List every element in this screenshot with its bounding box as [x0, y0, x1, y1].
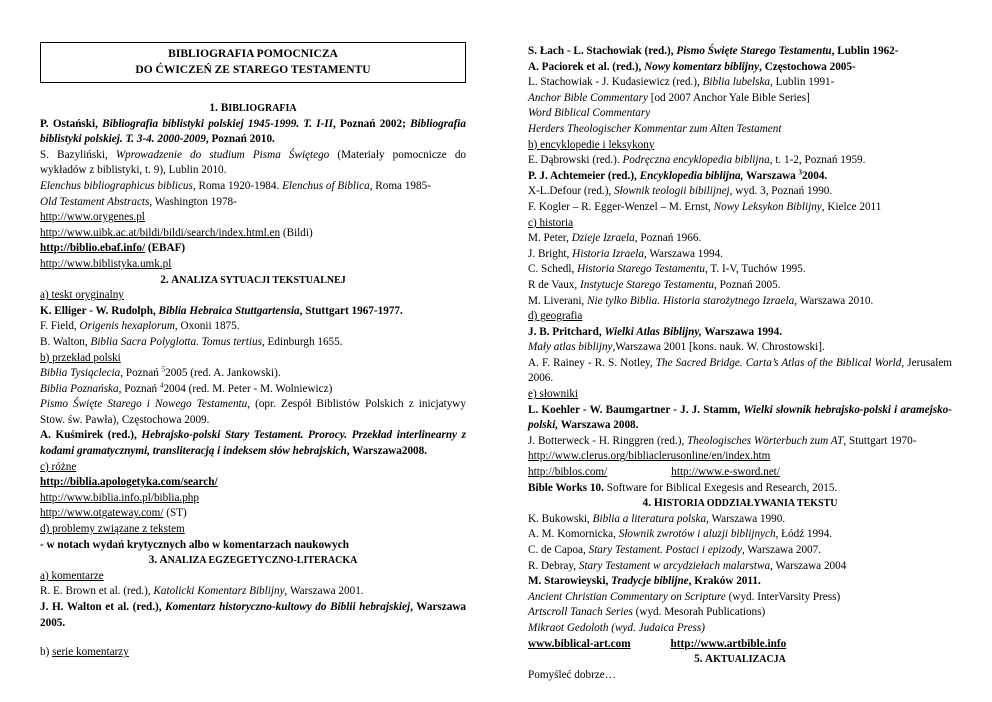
link-biblos[interactable]: http://biblos.com/ [528, 466, 608, 479]
link-otgateway-note: (ST) [163, 507, 187, 520]
entry-author: L. Stachowiak - J. Kudasiewicz (red.), [528, 76, 703, 89]
entry-author: C. Schedl, [528, 263, 578, 276]
entry-author: K. Elliger - W. Rudolph, [40, 304, 159, 317]
section-2-heading [40, 273, 466, 289]
entry-title: Nowy Leksykon Biblijny [713, 200, 822, 213]
entry-title: Wielki Atlas Biblijny, [604, 325, 702, 338]
entry-pub: , Jerusalem 2006. [528, 356, 953, 385]
section-1-number: 1. B [209, 102, 229, 114]
link-bildi[interactable]: http://www.uibk.ac.at/bildi/bildi/search/index.html.en [40, 226, 281, 239]
entry-pub: , Warszawa 2001. [284, 585, 364, 598]
entry-author: A. F. Rainey - R. S. Notley, [528, 356, 656, 369]
entry-author: M. Starowieyski, [528, 575, 612, 588]
entry-bukowski [528, 512, 952, 528]
entry-title: Elenchus bibliographicus biblicus [40, 179, 193, 192]
entry-kusmirek [40, 428, 466, 459]
entry-komornicka [528, 527, 952, 543]
entry-title: Old Testament Abstracts [40, 195, 150, 208]
entry-pub: , Warszawa 1994. [643, 247, 723, 260]
entry-pub: , Poznań [118, 382, 160, 395]
entry-pub: , Warszawa 1990. [706, 512, 786, 525]
entry-bp [40, 382, 466, 398]
section-4-number: 4. H [642, 497, 663, 510]
entry-liverani [528, 294, 952, 310]
entry-walton-jh [40, 600, 466, 631]
entry-title: Artscroll Tanach Series [528, 606, 633, 619]
link-biblical-art[interactable]: www.biblical-art.com [528, 637, 631, 650]
entry-title: Biblia Sacra Polyglotta. Tomus tertius [90, 335, 262, 348]
entry-pub: , Poznań 2005. [714, 278, 781, 291]
entry-pub-2: 2004. [802, 169, 828, 182]
entry-title-2: Bibliografia biblistyki polskiej. T. 3-4. 2000-2009 [40, 117, 467, 146]
link-orygenes[interactable]: http://www.orygenes.pl [40, 211, 145, 224]
subheading-text: serie komentarzy [52, 646, 129, 659]
entry-pub: , Kraków 2011. [688, 575, 761, 588]
subheading-polish-translation: b) przekład polski [40, 351, 121, 364]
entry-author: E. Dąbrowski (red.). [528, 154, 623, 167]
entry-title: Dzieje Izraela [571, 232, 635, 245]
entry-pub: (wyd. Mesorah Publications) [632, 606, 766, 619]
entry-author: A. Kuśmirek (red.), [40, 429, 142, 442]
entry-author: S. Bazyliński, [40, 148, 116, 161]
entry-field [40, 319, 466, 335]
entry-dabrowski [528, 153, 952, 169]
entry-pub: Warszawa 1994. [701, 325, 783, 338]
section-4-heading [528, 496, 952, 512]
entry-title: Wielki słownik hebrajsko-polski i aramejsko-polski, [528, 403, 952, 432]
entry-title: Encyklopedia biblijna, [639, 169, 744, 182]
entry-author: P. Ostański, [40, 117, 103, 130]
entry-title: Theologisches Wörterbuch zum AT [687, 434, 844, 447]
subheading-dictionaries: e) słowniki [528, 388, 579, 401]
subheading-geography: d) geografia [528, 310, 583, 323]
entry-pub: , Stuttgart 1967-1977. [299, 304, 403, 317]
entry-pub: , Roma 1920-1984. [192, 179, 283, 192]
section-5-title: KTUALIZACJA [713, 654, 786, 666]
entry-word-biblical: Word Biblical Commentary [528, 107, 651, 120]
entry-pub: , Warszawa2008. [346, 445, 428, 458]
entry-note: [od 2007 Anchor Yale Bible Series] [647, 91, 810, 104]
entry-author: K. Bukowski, [528, 512, 593, 525]
entry-peter [528, 231, 952, 247]
entry-ota [40, 195, 466, 211]
link-apologetyka[interactable]: http://biblia.apologetyka.com/search/ [40, 476, 218, 489]
link-bildi-note: (Bildi) [280, 226, 313, 239]
title-line-2: DO ĆWICZEŃ ZE STAREGO TESTAMENTU [135, 64, 371, 76]
entry-kogler [528, 200, 952, 216]
subheading-letter: b) [40, 646, 53, 659]
entry-pub: , Warszawa 2007. [742, 544, 822, 556]
link-clerus[interactable]: http://www.clerus.org/bibliaclerusonline/en/index.htm [528, 450, 771, 463]
subheading-commentary-series [40, 645, 466, 661]
entry-author: A. Paciorek et al. (red.), [528, 60, 645, 73]
edition-superscript: 5 [161, 365, 166, 374]
entry-title: Biblia a literatura polska [592, 512, 707, 525]
entry-title: Słownik teologii bibilijnej [614, 185, 730, 198]
link-ebaf[interactable]: http://biblio.ebaf.info/ [40, 242, 146, 255]
entry-title: Biblia Hebraica Stuttgartensia [158, 304, 300, 317]
section-5-heading [528, 652, 952, 668]
right-column [528, 44, 952, 683]
entry-author: R. E. Brown et al. (red.), [40, 585, 154, 598]
entry-bt [40, 366, 466, 382]
entry-title: Biblia lubelska [702, 76, 771, 89]
entry-title: Mały atlas biblijny [528, 341, 613, 354]
entry-title: Komentarz historyczno-kultowy do Biblii hebrajskiej [165, 601, 411, 613]
entry-artscroll [528, 605, 952, 621]
entry-pritchard [528, 325, 952, 341]
subheading-text-problems: d) problemy związane z tekstem [40, 523, 185, 536]
entry-author: X-L.Defour (red.), [528, 185, 615, 198]
entry-pub: , Stuttgart 1970- [843, 434, 917, 447]
entry-botterweck [528, 434, 952, 450]
entry-title: Historia Izraela [572, 247, 644, 260]
edition-superscript: 4 [159, 380, 164, 389]
entry-elenchus [40, 179, 466, 195]
entry-author: J. B. Pritchard, [528, 325, 605, 338]
entry-title: Pismo Święte Starego i Nowego Testamentu [40, 398, 248, 411]
entry-title: Ancient Christian Commentary on Scripture [528, 590, 726, 603]
entry-pub: , T. I-V, Tuchów 1995. [704, 263, 806, 276]
entry-author: J. H. Walton et al. (red.), [40, 601, 166, 613]
entry-pub-2: , Roma 1985- [369, 179, 431, 192]
entry-pub: , Lublin 1962- [831, 45, 899, 57]
entry-title: Słownik zwrotów i aluzji biblijnych [618, 528, 776, 541]
entry-title: Pismo Święte Starego Testamentu [676, 45, 832, 57]
entry-title: The Sacred Bridge. Carta’s Atlas of the Biblical World [655, 356, 902, 369]
entry-author: C. de Capoa, [528, 544, 589, 556]
entry-title: Historia Starego Testamentu [577, 263, 705, 276]
entry-rainey [528, 356, 952, 387]
entry-title: Podręczna encyklopedia biblijna [622, 154, 770, 167]
entry-author: S. Łach - L. Stachowiak (red.), [528, 45, 677, 57]
entry-capoa [528, 543, 952, 559]
subheading-encyclopedias: b) encyklopedie i leksykony [528, 138, 655, 151]
section-1-title: IBLIOGRAFIA [228, 103, 297, 114]
entry-anchor [528, 91, 952, 107]
entry-pub: , Edinburgh 1655. [261, 335, 343, 348]
entry-pub: , Częstochowa 2005- [759, 60, 856, 73]
entry-author: B. Walton, [40, 335, 91, 348]
entry-pub: , Warszawa 2005. [40, 601, 466, 629]
entry-title: Hebrajsko-polski Stary Testament. Prorocy. Przekład interlinearny z kodami gramatycznymi, transliteracją i indeksem słów hebrajskich [40, 429, 466, 458]
entry-maly-atlas [528, 340, 952, 356]
entry-mikraot: Mikraot Gedoloth (wyd. Judaica Press) [528, 621, 705, 634]
section-3-number: 3. A [148, 554, 168, 567]
entry-stachowiak [528, 75, 952, 91]
entry-herders: Herders Theologischer Kommentar zum Alten Testament [528, 122, 782, 135]
entry-schedl [528, 262, 952, 278]
entry-title: Tradycje biblijne [611, 575, 689, 588]
entry-pub-2: 2004 (red. M. Peter - M. Wolniewicz) [163, 382, 333, 395]
entry-pub: (wyd. InterVarsity Press) [725, 590, 841, 603]
entry-author: F. Kogler – R. Egger-Wenzel – M. Ernst, [528, 200, 714, 213]
entry-pub: Software for Biblical Exegesis and Research, 2015. [603, 481, 838, 494]
entry-achtemeier [528, 169, 952, 185]
link-ebaf-note: (EBAF) [145, 242, 186, 255]
section-2-number: 2. A [160, 273, 180, 286]
entry-author: R. Debray, [528, 559, 579, 572]
entry-pub: , (opr. Zespół Biblistów Polskich z inicjatywy Stow. św. Pawła), Częstochowa 2009. [40, 398, 466, 426]
entry-pub: Warszawa 2008. [558, 419, 639, 432]
entry-author: F. Field, [40, 320, 80, 333]
link-esword[interactable]: http://www.e-sword.net/ [671, 466, 780, 479]
entry-pub: (Materiały pomocnicze do wykładów z biblistyki, t. 9), Lublin 2010. [40, 148, 467, 177]
entry-author: L. Koehler - W. Baumgartner - J. J. Stamm, [528, 403, 744, 416]
section-3-title: NALIZA EGZEGETYCZNO-LITERACKA [167, 555, 358, 567]
entry-author: A. M. Komornicka, [528, 528, 619, 541]
entry-title: Katolicki Komentarz Biblijny [153, 585, 285, 598]
entry-pub: , Warszawa 2004 [770, 559, 847, 572]
section-4-title: ISTORIA ODDZIAŁYWANIA TEKSTU [662, 498, 838, 510]
entry-pub: , Washington 1978- [149, 195, 237, 208]
entry-bright [528, 247, 952, 263]
entry-pub: , wyd. 3, Poznań 1990. [729, 185, 833, 198]
entry-brown [40, 584, 466, 600]
edition-superscript: 3 [798, 168, 803, 177]
link-artbible[interactable]: http://www.artbible.info [670, 637, 787, 650]
entry-ancient-christian [528, 590, 952, 606]
entry-debray [528, 559, 952, 575]
link-biblia-info[interactable]: http://www.biblia.info.pl/biblia.php [40, 491, 199, 504]
entry-pub-2: , Poznań 2010. [205, 133, 275, 146]
subheading-commentaries: a) komentarze [40, 569, 104, 582]
entry-walton [40, 335, 466, 351]
entry-bibleworks [528, 481, 952, 497]
entry-pub: , Warszawa 2010. [794, 294, 874, 307]
entry-title-2: Elenchus of Biblica [282, 179, 370, 192]
entry-pub: , Oxonii 1875. [174, 320, 240, 333]
entry-title: Anchor Bible Commentary [528, 91, 648, 104]
entry-pub: , Lublin 1991- [770, 76, 835, 89]
entry-starowieyski [528, 574, 952, 590]
entry-title: Bible Works 10. [528, 481, 604, 494]
note-critical-editions: - w notach wydań krytycznych albo w komentarzach naukowych [40, 538, 349, 551]
entry-author: M. Peter, [528, 232, 572, 245]
left-column [40, 42, 466, 661]
entry-author: R de Vaux, [528, 278, 580, 291]
entry-defour [528, 184, 952, 200]
entry-title: Bibliografia biblistyki polskiej 1945-1999. T. I-II [102, 117, 334, 130]
subheading-various: c) różne [40, 460, 77, 473]
entry-bazylinski [40, 148, 466, 179]
entry-pub: , Łódź 1994. [775, 528, 833, 541]
entry-elliger [40, 304, 466, 320]
link-biblistyka[interactable]: http://www.biblistyka.umk.pl [40, 257, 172, 270]
section-2-title: NALIZA SYTUACJI TEKSTUALNEJ [179, 274, 346, 286]
document-title-box [40, 42, 466, 83]
entry-title: Instytucje Starego Testamentu [580, 278, 715, 291]
entry-vaux [528, 278, 952, 294]
subheading-history: c) historia [528, 216, 574, 229]
section-1-heading [40, 101, 466, 117]
entry-title: Biblia Tysiąclecia [40, 367, 121, 380]
entry-pismo [40, 397, 466, 428]
entry-pub: , Poznań 2002; [333, 117, 411, 130]
entry-paciorek [528, 60, 952, 76]
entry-pub: Warszawa [743, 169, 799, 182]
entry-ostanski [40, 117, 466, 148]
entry-pub: , Poznań 1966. [634, 232, 702, 245]
section-5-number: 5. A [694, 653, 714, 666]
entry-lach [528, 44, 952, 60]
entry-title: Biblia Poznańska [40, 382, 119, 395]
entry-pub: , Kielce 2011 [821, 200, 882, 213]
entry-title: Nie tylko Biblia. Historia starożytnego Izraela [587, 294, 795, 307]
section-3-heading [40, 553, 466, 569]
entry-author: J. Botterweck - H. Ringgren (red.), [528, 434, 688, 447]
entry-koehler [528, 403, 952, 434]
entry-pub-2: 2005 (red. A. Jankowski). [165, 367, 281, 380]
entry-title: Origenis hexaplorum [79, 320, 175, 333]
entry-title: Wprowadzenie do studium Pisma Świętego [115, 148, 330, 161]
entry-author: M. Liverani, [528, 294, 588, 307]
entry-pub: , t. 1-2, Poznań 1959. [769, 154, 866, 167]
title-line-1: BIBLIOGRAFIA POMOCNICZA [168, 48, 338, 60]
entry-title: Stary Testament w arcydziełach malarstwa [578, 559, 771, 572]
entry-pub: ,Warszawa 2001 [kons. nauk. W. Chrostowski]. [612, 341, 825, 354]
entry-title: Stary Testament. Postaci i epizody [588, 544, 742, 556]
entry-pub: , Poznań [120, 367, 162, 380]
entry-author: J. Bright, [528, 247, 573, 260]
link-otgateway[interactable]: http://www.otgateway.com/ [40, 507, 164, 520]
entry-title: Nowy komentarz biblijny [644, 60, 760, 73]
subheading-original-text: a) teskt oryginalny [40, 289, 124, 302]
entry-author: P. J. Achtemeier (red.), [528, 169, 640, 182]
closing-note: Pomyśleć dobrze… [528, 668, 616, 681]
